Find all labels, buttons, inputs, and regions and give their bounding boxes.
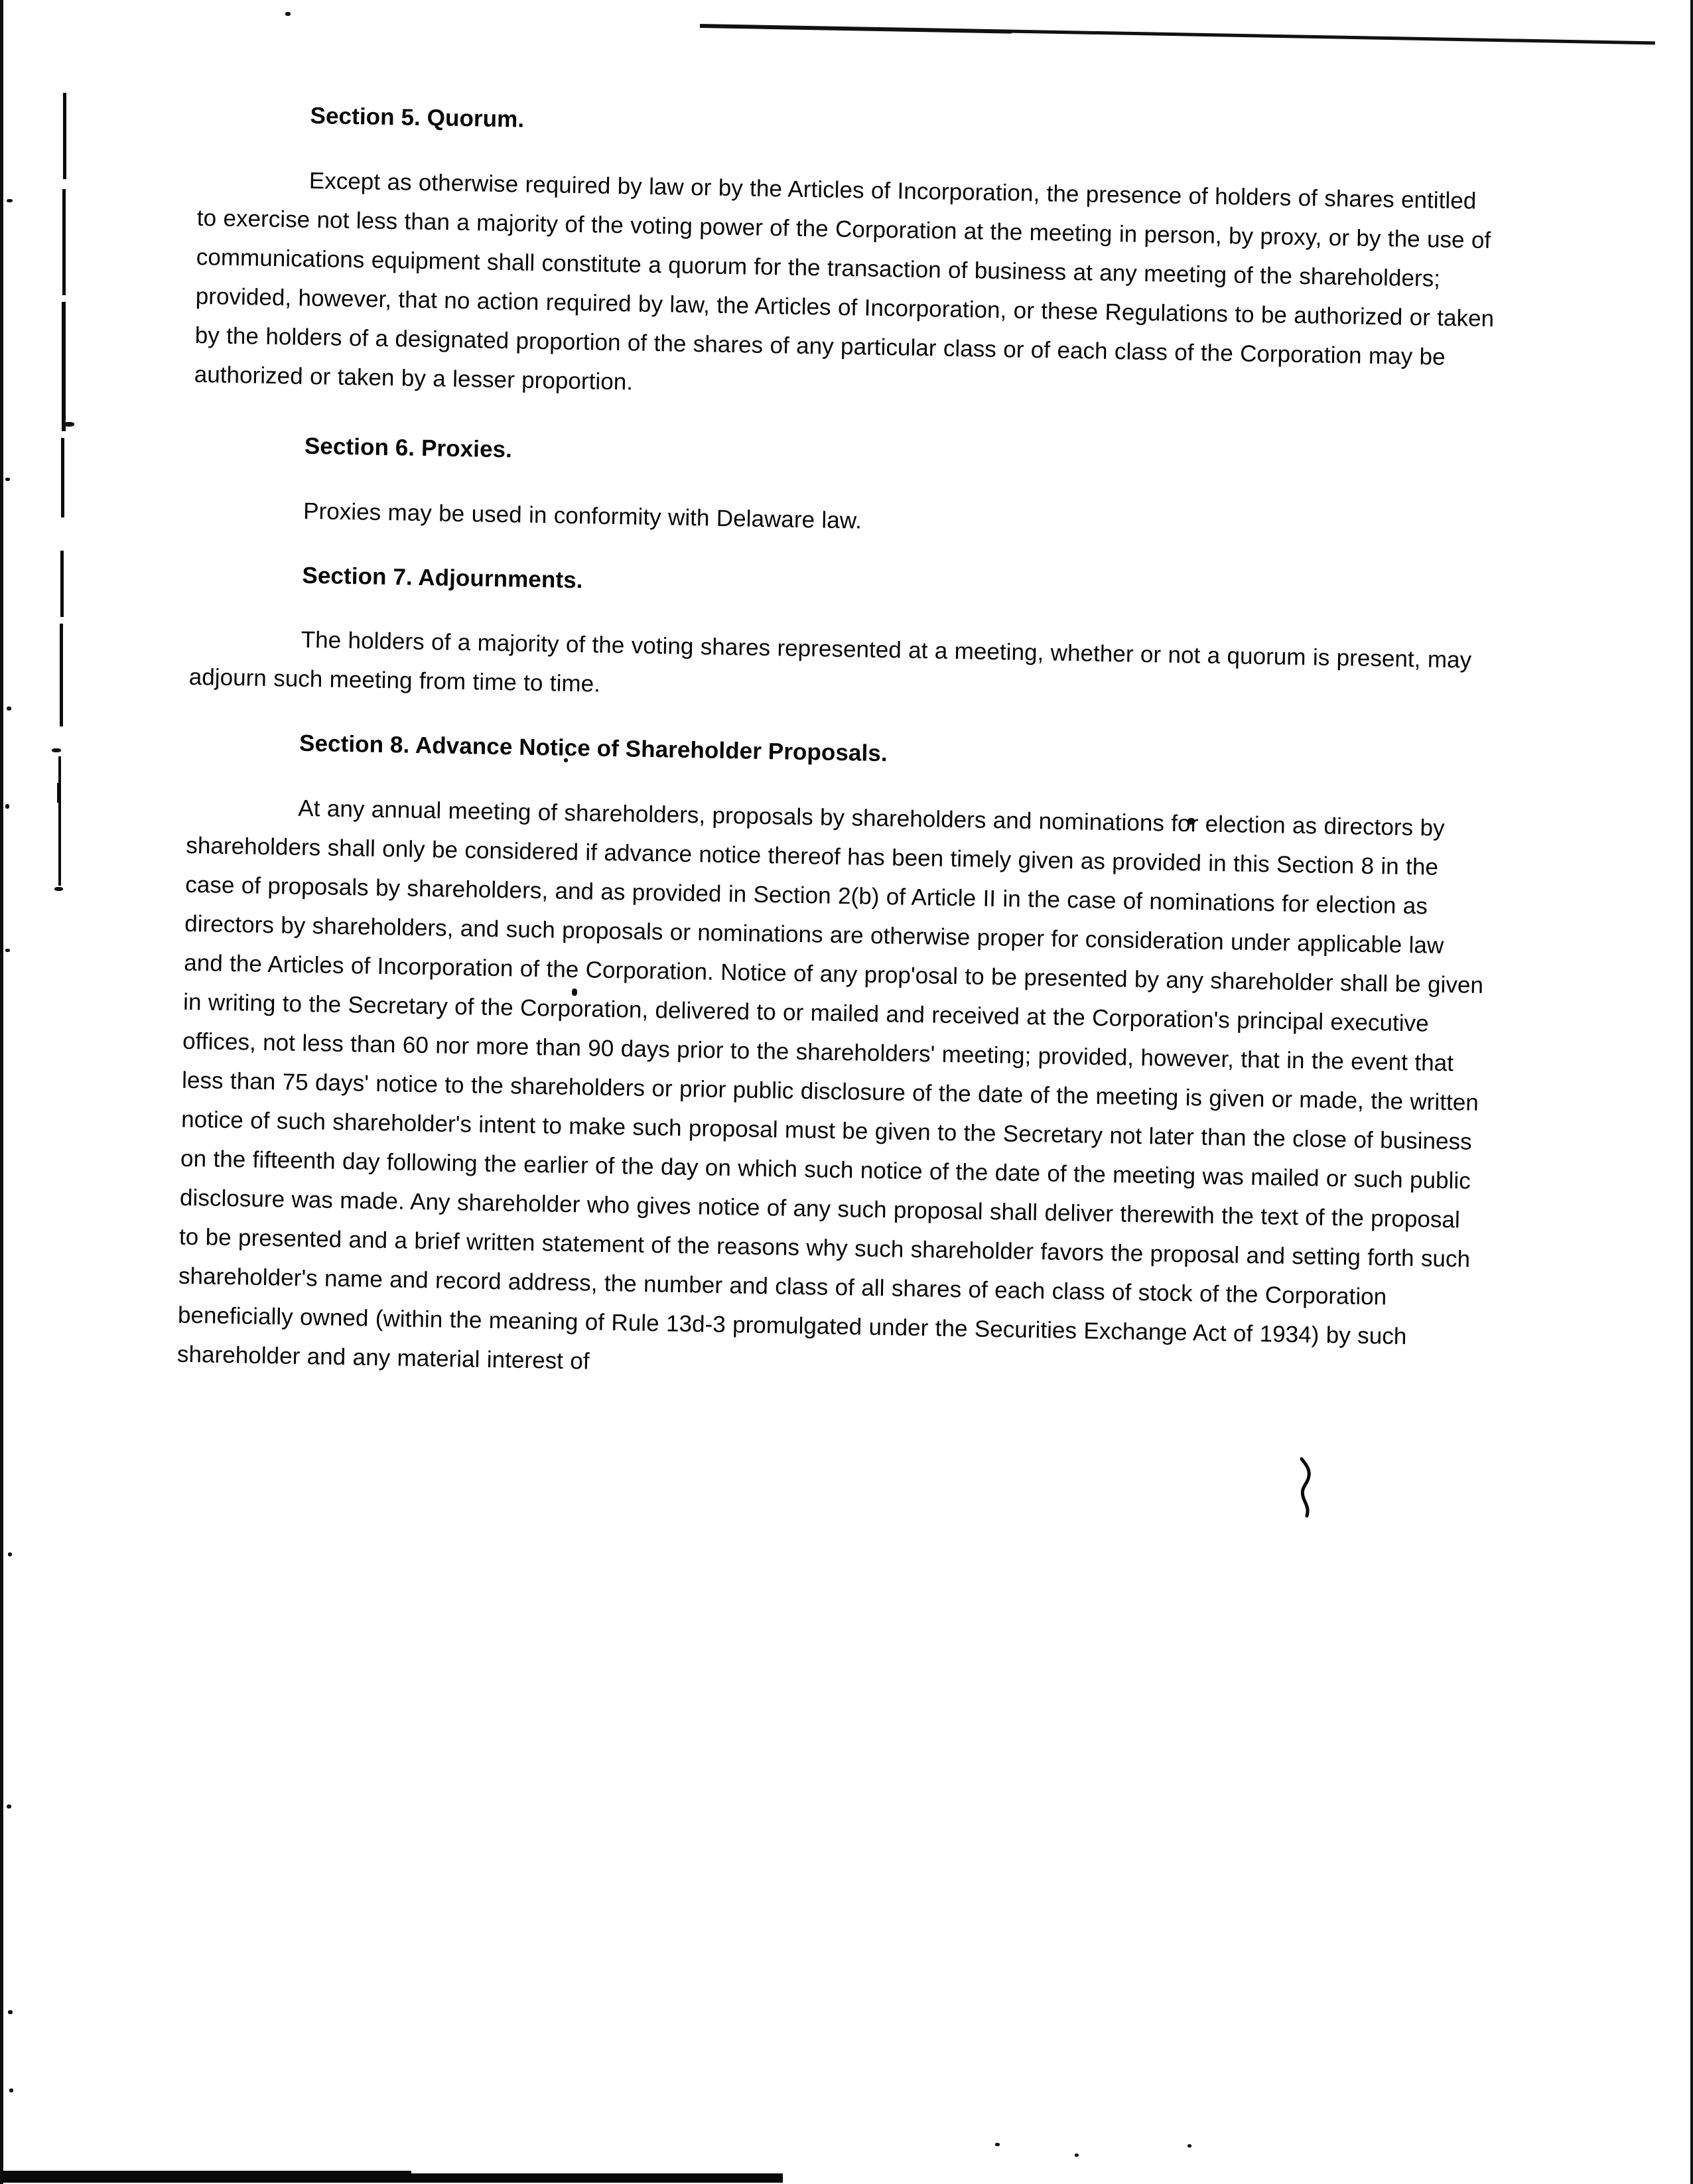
section-7-paragraph: The holders of a majority of the voting shares represented at a meeting, whether or not a quorum is present, may adjourn such meeting from time to time. <box>188 627 1472 697</box>
scanner-streak-segment <box>61 438 64 517</box>
section-8-paragraph: At any annual meeting of shareholders, proposals by shareholders and nominations for election as directors by shareholders shall only be considered if advance notice thereof has been timely given as provided in this Section 8 in the case of proposals by shareholders, and as provided in Section 2(b) of Article II in the case of nominations for election as directors by shareholders, and such proposals or nominations are otherwise proper for consideration under applicable law and the Articles of Incorporation of the Corporation. Notice of any prop'osal to be presented by any shareholder shall be given in writing to the Secretary of the Corporation, delivered to or mailed and received at the Corporation's principal executive offices, not less than 60 nor more than 90 days prior to the shareholders' meeting; provided, however, that in the event that less than 75 days' notice to the shareholders or prior public disclosure of the date of the meeting is given or made, the written notice of such shareholder's intent to make such proposal must be given to the Secretary not later than the close of business on the fifteenth day following the earlier of the day on which such notice of the date of the meeting was mailed or such public disclosure was made. Any shareholder who gives notice of any such proposal shall deliver therewith the text of the proposal to be presented and a brief written statement of the reasons why such shareholder favors the proposal and setting forth such shareholder's name and record address, the number and class of all shares of each class of stock of the Corporation beneficially owned (within the meaning of Rule 13d-3 promulgated under the Securities Exchange Act of 1934) by such shareholder and any material interest of <box>176 795 1484 1375</box>
scan-speck <box>285 12 291 16</box>
scanner-streak-segment <box>63 93 66 179</box>
scan-speck <box>54 887 63 891</box>
stray-ink-mark-icon <box>1294 1456 1319 1519</box>
scan-speck <box>5 478 10 481</box>
scan-speck <box>995 2143 1000 2146</box>
scanner-streak-segment <box>62 189 66 295</box>
scan-speck <box>64 422 74 427</box>
page-bottom-edge-artifact-secondary <box>0 2171 411 2176</box>
scanner-streak-segment <box>60 624 63 726</box>
scan-speck <box>5 949 10 952</box>
page-left-edge-artifact <box>0 0 3 2184</box>
scan-speck <box>52 748 61 752</box>
scanner-streak-segment <box>60 551 64 617</box>
section-6-heading: Section 6. Proxies. <box>304 433 513 463</box>
scan-speck <box>7 1805 11 1809</box>
scan-speck <box>8 2010 13 2014</box>
section-5-paragraph: Except as otherwise required by law or by the Articles of Incorporation, the presence of holders of shares entitled to exercise not less than a majority of the voting power of the Corporation at the meeting in person, by proxy, or by the use of communications equipment shall constitute a quorum for the transaction of business at any meeting of the shareholders; provided, however, that no action required by law, the Articles of Incorporation, or these Regulations to be authorized or taken by the holders of a designated proportion of the shares of any particular class or of each class of the Corporation may be authorized or taken by a lesser proportion. <box>194 167 1495 395</box>
scan-speck <box>1187 2144 1191 2148</box>
page-top-rule-artifact <box>700 24 1655 44</box>
section-5-heading: Section 5. Quorum. <box>310 102 525 133</box>
scan-speck <box>9 2088 13 2092</box>
scan-speck <box>8 1552 12 1556</box>
page-right-edge-artifact <box>1690 0 1693 2184</box>
scanner-streak-segment <box>58 756 61 886</box>
scan-speck <box>7 199 13 202</box>
scan-speck <box>5 804 9 809</box>
section-8-heading: Section 8. Advance Notice of Shareholder Proposals. <box>299 730 888 767</box>
scanner-streak-segment <box>62 302 66 431</box>
section-6-paragraph: Proxies may be used in conformity with Delaware law. <box>303 498 862 534</box>
scanner-streak-segment <box>57 783 59 803</box>
scan-speck <box>7 707 11 711</box>
scan-speck <box>1075 2153 1079 2157</box>
document-text-body <box>176 100 1499 1397</box>
section-7-heading: Section 7. Adjournments. <box>302 562 583 593</box>
